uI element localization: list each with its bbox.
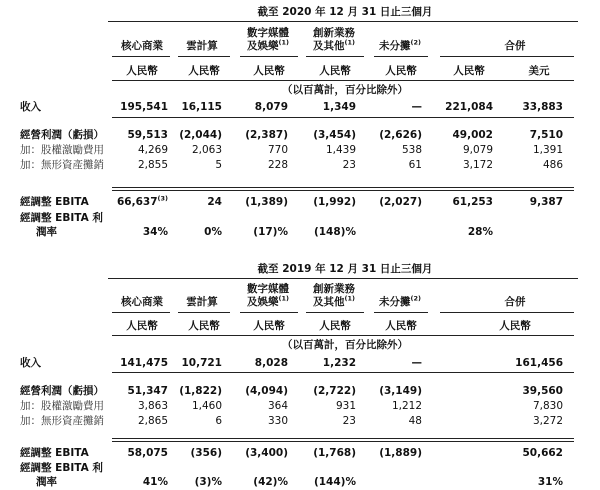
cell-revenue: 161,456: [515, 357, 563, 369]
cell-sbc: 1,212: [391, 400, 422, 412]
rule: [178, 56, 230, 57]
cell-amort: 23: [342, 415, 356, 427]
col-header-digital-media-l2: 及娛樂$^{(1)}$: [247, 294, 289, 308]
currency-cell: 人民幣: [253, 320, 285, 332]
row-label-revenue: 收入: [20, 357, 41, 369]
cell-ebita: 58,075: [127, 447, 168, 459]
rule: [108, 278, 578, 279]
cell-revenue: —: [411, 101, 422, 113]
cell-amort: 2,865: [137, 415, 168, 427]
unit-note-2019: （以百萬計，百分比除外）: [282, 339, 408, 351]
cell-op_income: 39,560: [522, 385, 563, 397]
currency-cell: 人民幣: [385, 320, 417, 332]
cell-amort: 3,272: [532, 415, 563, 427]
cell-op_income: (1,822): [179, 385, 222, 397]
cell-revenue: 141,475: [120, 357, 168, 369]
col-header-consolidated: 合併: [504, 296, 526, 308]
row-label-ebita: 經調整 EBITA: [20, 196, 89, 208]
cell-revenue: —: [411, 357, 422, 369]
col-header-unallocated: 未分攤$^{(2)}$: [379, 294, 421, 308]
cell-sbc: 1,391: [532, 144, 563, 156]
rule: [306, 56, 364, 57]
cell-revenue: 16,115: [181, 101, 222, 113]
cell-margin: (17)%: [253, 226, 288, 238]
cell-op_income: 7,510: [529, 129, 563, 141]
rule: [112, 372, 574, 373]
cell-revenue: 10,721: [181, 357, 222, 369]
rule: [112, 438, 574, 439]
cell-revenue: 8,079: [254, 101, 288, 113]
row-label-op_income: 經營利潤（虧損）: [20, 385, 104, 397]
cell-op_income: (2,626): [379, 129, 422, 141]
row-label-amort: 加：無形資產攤銷: [20, 159, 104, 171]
cell-amort: 5: [215, 159, 222, 171]
currency-cell: 人民幣: [319, 320, 351, 332]
rule: [108, 21, 578, 22]
col-header-innovation-l2: 及其他$^{(1)}$: [313, 294, 355, 308]
cell-margin: (3)%: [194, 476, 222, 488]
col-header-core-commerce: 核心商業: [121, 296, 163, 308]
cell-sbc: 931: [335, 400, 356, 412]
cell-margin: 0%: [204, 226, 222, 238]
rule: [374, 312, 428, 313]
cell-op_income: 51,347: [127, 385, 168, 397]
rule: [240, 56, 298, 57]
rule: [440, 56, 574, 57]
cell-op_income: (3,149): [379, 385, 422, 397]
rule: [112, 312, 170, 313]
cell-ebita: 50,662: [522, 447, 563, 459]
row-label-revenue: 收入: [20, 101, 41, 113]
cell-revenue: 8,028: [254, 357, 288, 369]
cell-sbc: 9,079: [462, 144, 493, 156]
rule: [112, 117, 574, 118]
rule: [112, 80, 574, 81]
cell-ebita: (356): [190, 447, 222, 459]
cell-margin: (148)%: [313, 226, 356, 238]
currency-cell: 人民幣: [499, 320, 531, 332]
currency-cell: 美元: [528, 65, 550, 77]
currency-cell: 人民幣: [188, 65, 220, 77]
cell-op_income: (2,722): [313, 385, 356, 397]
rule: [112, 56, 170, 57]
col-header-digital-media-l1: 數字媒體: [247, 27, 289, 39]
cell-amort: 228: [267, 159, 288, 171]
row-label-sbc: 加：股權激勵費用: [20, 400, 104, 412]
currency-cell: 人民幣: [126, 320, 158, 332]
cell-amort: 48: [408, 415, 422, 427]
cell-op_income: (3,454): [313, 129, 356, 141]
rule: [112, 335, 574, 336]
cell-revenue: 1,232: [322, 357, 356, 369]
cell-amort: 6: [215, 415, 222, 427]
col-header-cloud: 雲計算: [186, 40, 218, 52]
col-header-digital-media-l2: 及娛樂$^{(1)}$: [247, 38, 289, 52]
rule: [306, 312, 364, 313]
cell-amort: 2,855: [137, 159, 168, 171]
cell-op_income: (2,387): [245, 129, 288, 141]
col-header-unallocated: 未分攤$^{(2)}$: [379, 38, 421, 52]
cell-margin: (144)%: [313, 476, 356, 488]
cell-amort: 330: [267, 415, 288, 427]
rule: [178, 312, 230, 313]
col-header-core-commerce: 核心商業: [121, 40, 163, 52]
cell-revenue: 195,541: [120, 101, 168, 113]
cell-sbc: 4,269: [137, 144, 168, 156]
cell-revenue: 221,084: [445, 101, 493, 113]
row-label-ebita: 經調整 EBITA: [20, 447, 89, 459]
cell-ebita: 24: [207, 196, 222, 208]
row-label-amort: 加：無形資產攤銷: [20, 415, 104, 427]
col-header-innovation-l2: 及其他$^{(1)}$: [313, 38, 355, 52]
cell-margin: 34%: [142, 226, 168, 238]
cell-op_income: (4,094): [245, 385, 288, 397]
cell-ebita: (3,400): [245, 447, 288, 459]
cell-sbc: 538: [401, 144, 422, 156]
cell-ebita: 9,387: [529, 196, 563, 208]
row-label-margin: 經調整 EBITA 利: [20, 462, 103, 474]
currency-cell: 人民幣: [253, 65, 285, 77]
cell-sbc: 1,439: [325, 144, 356, 156]
cell-ebita: (1,389): [245, 196, 288, 208]
row-label-margin: 經調整 EBITA 利: [20, 212, 103, 224]
unit-note-2020: （以百萬計，百分比除外）: [282, 84, 408, 96]
cell-revenue: 1,349: [322, 101, 356, 113]
cell-ebita: (2,027): [379, 196, 422, 208]
cell-op_income: 49,002: [452, 129, 493, 141]
row-label-margin-cont: 潤率: [36, 476, 57, 488]
row-label-sbc: 加：股權激勵費用: [20, 144, 104, 156]
rule: [112, 190, 574, 191]
cell-margin: 41%: [142, 476, 168, 488]
cell-ebita: (1,889): [379, 447, 422, 459]
col-header-digital-media-l1: 數字媒體: [247, 283, 289, 295]
currency-cell: 人民幣: [385, 65, 417, 77]
cell-revenue: 33,883: [522, 101, 563, 113]
row-label-op_income: 經營利潤（虧損）: [20, 129, 104, 141]
cell-margin: 31%: [537, 476, 563, 488]
cell-op_income: 59,513: [127, 129, 168, 141]
currency-cell: 人民幣: [188, 320, 220, 332]
cell-ebita: (1,992): [313, 196, 356, 208]
rule: [440, 312, 574, 313]
cell-sbc: 2,063: [191, 144, 222, 156]
currency-cell: 人民幣: [126, 65, 158, 77]
cell-amort: 486: [542, 159, 563, 171]
cell-sbc: 1,460: [191, 400, 222, 412]
row-label-margin-cont: 潤率: [36, 226, 57, 238]
period-header-2020: 截至 2020 年 12 月 31 日止三個月: [257, 6, 433, 18]
col-header-consolidated: 合併: [504, 40, 526, 52]
cell-ebita: (1,768): [313, 447, 356, 459]
period-header-2019: 截至 2019 年 12 月 31 日止三個月: [257, 263, 433, 275]
rule: [112, 441, 574, 442]
cell-sbc: 7,830: [532, 400, 563, 412]
col-header-innovation-l1: 創新業務: [313, 27, 355, 39]
rule: [240, 312, 298, 313]
cell-margin: (42)%: [253, 476, 288, 488]
cell-sbc: 770: [267, 144, 288, 156]
cell-sbc: 364: [267, 400, 288, 412]
currency-cell: 人民幣: [319, 65, 351, 77]
cell-amort: 61: [408, 159, 422, 171]
cell-ebita: 61,253: [452, 196, 493, 208]
cell-sbc: 3,863: [137, 400, 168, 412]
col-header-cloud: 雲計算: [186, 296, 218, 308]
cell-amort: 3,172: [462, 159, 493, 171]
cell-ebita: 66,637$^{(3)}$: [117, 194, 168, 208]
rule: [112, 187, 574, 188]
cell-margin: 28%: [467, 226, 493, 238]
cell-amort: 23: [342, 159, 356, 171]
cell-op_income: (2,044): [179, 129, 222, 141]
currency-cell: 人民幣: [453, 65, 485, 77]
col-header-innovation-l1: 創新業務: [313, 283, 355, 295]
rule: [374, 56, 428, 57]
